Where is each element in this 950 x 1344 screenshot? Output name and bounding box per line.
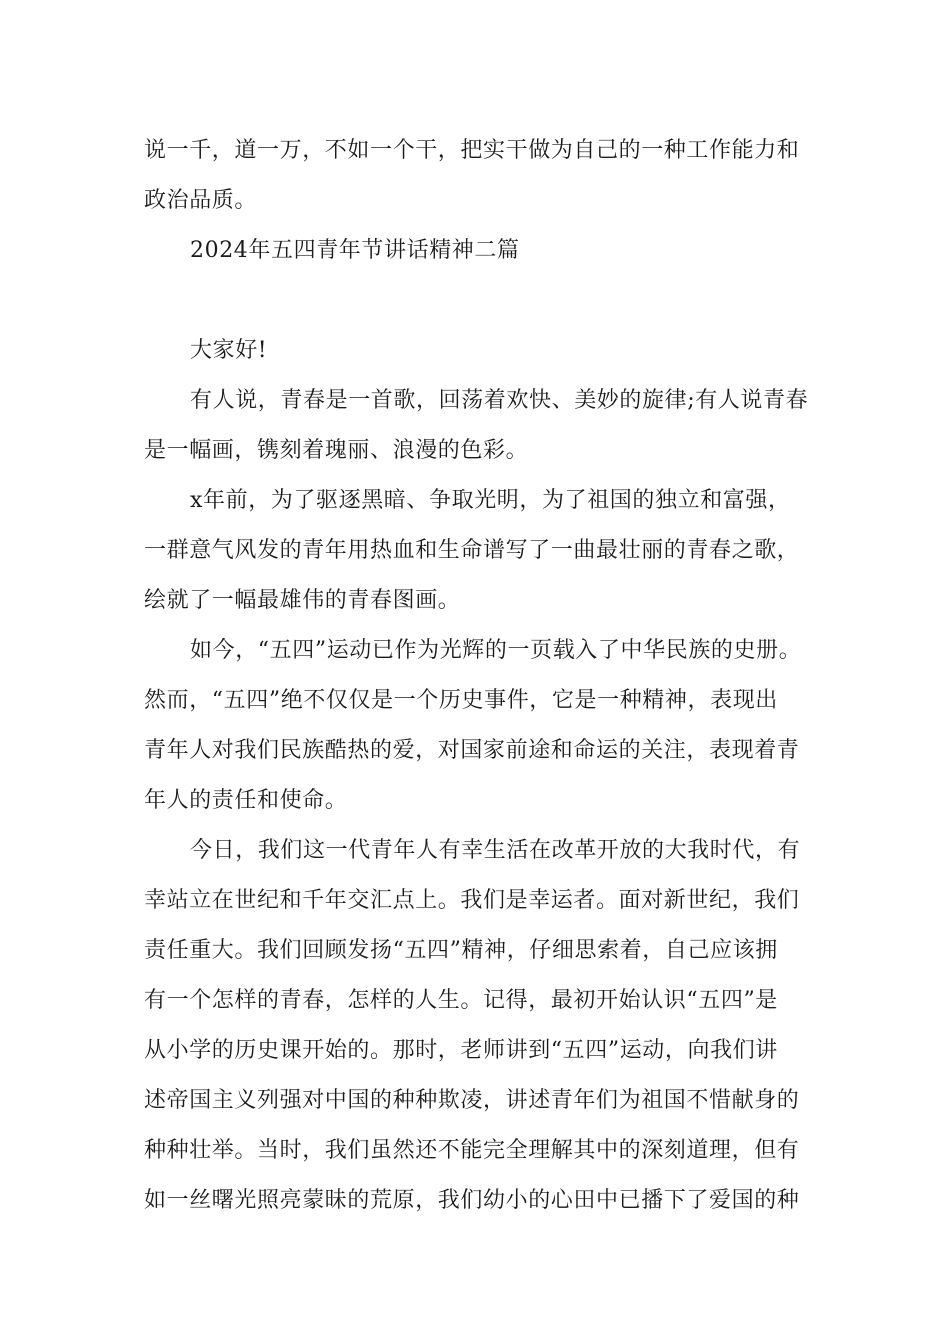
text-line: 种种壮举。当时，我们虽然还不能完全理解其中的深刻道理，但有 — [144, 1138, 800, 1163]
text-line: 一群意气风发的青年用热血和生命谱写了一曲最壮丽的青春之歌， — [144, 538, 800, 563]
text-line: x年前，为了驱逐黑暗、争取光明，为了祖国的独立和富强， — [190, 488, 791, 513]
text-line: 有一个怎样的青春，怎样的人生。记得，最初开始认识“五四”是 — [144, 988, 778, 1013]
text-line: 是一幅画，镌刻着瑰丽、浪漫的色彩。 — [144, 438, 529, 463]
text-line: 说一千，道一万，不如一个干，把实干做为自己的一种工作能力和 — [144, 138, 800, 163]
text-line: 如今，“五四”运动已作为光辉的一页载入了中华民族的史册。 — [190, 638, 802, 663]
text-line: 幸站立在世纪和千年交汇点上。我们是幸运者。面对新世纪，我们 — [144, 888, 800, 913]
text-line: 从小学的历史课开始的。那时，老师讲到“五四”运动，向我们讲 — [144, 1038, 778, 1063]
text-line: 述帝国主义列强对中国的种种欺凌，讲述青年们为祖国不惜献身的 — [144, 1088, 800, 1113]
text-line: 然而，“五四”绝不仅仅是一个历史事件，它是一种精神，表现出 — [144, 688, 778, 713]
section-title: 2024年五四青年节讲话精神二篇 — [190, 238, 520, 263]
text-line: 年人的责任和使命。 — [144, 788, 348, 813]
text-line: 有人说，青春是一首歌，回荡着欢快、美妙的旋律;有人说青春 — [190, 388, 809, 413]
greeting: 大家好! — [190, 338, 268, 363]
text-line: 今日，我们这一代青年人有幸生活在改革开放的大我时代，有 — [190, 838, 801, 863]
text-line: 如一丝曙光照亮蒙昧的荒原，我们幼小的心田中已播下了爱国的种 — [144, 1188, 800, 1213]
text-line: 青年人对我们民族酷热的爱，对国家前途和命运的关注，表现着青 — [144, 738, 800, 763]
text-line: 政治品质。 — [144, 188, 258, 213]
text-line: 责任重大。我们回顾发扬“五四”精神，仔细思索着，自己应该拥 — [144, 938, 778, 963]
text-line: 绘就了一幅最雄伟的青春图画。 — [144, 588, 461, 613]
